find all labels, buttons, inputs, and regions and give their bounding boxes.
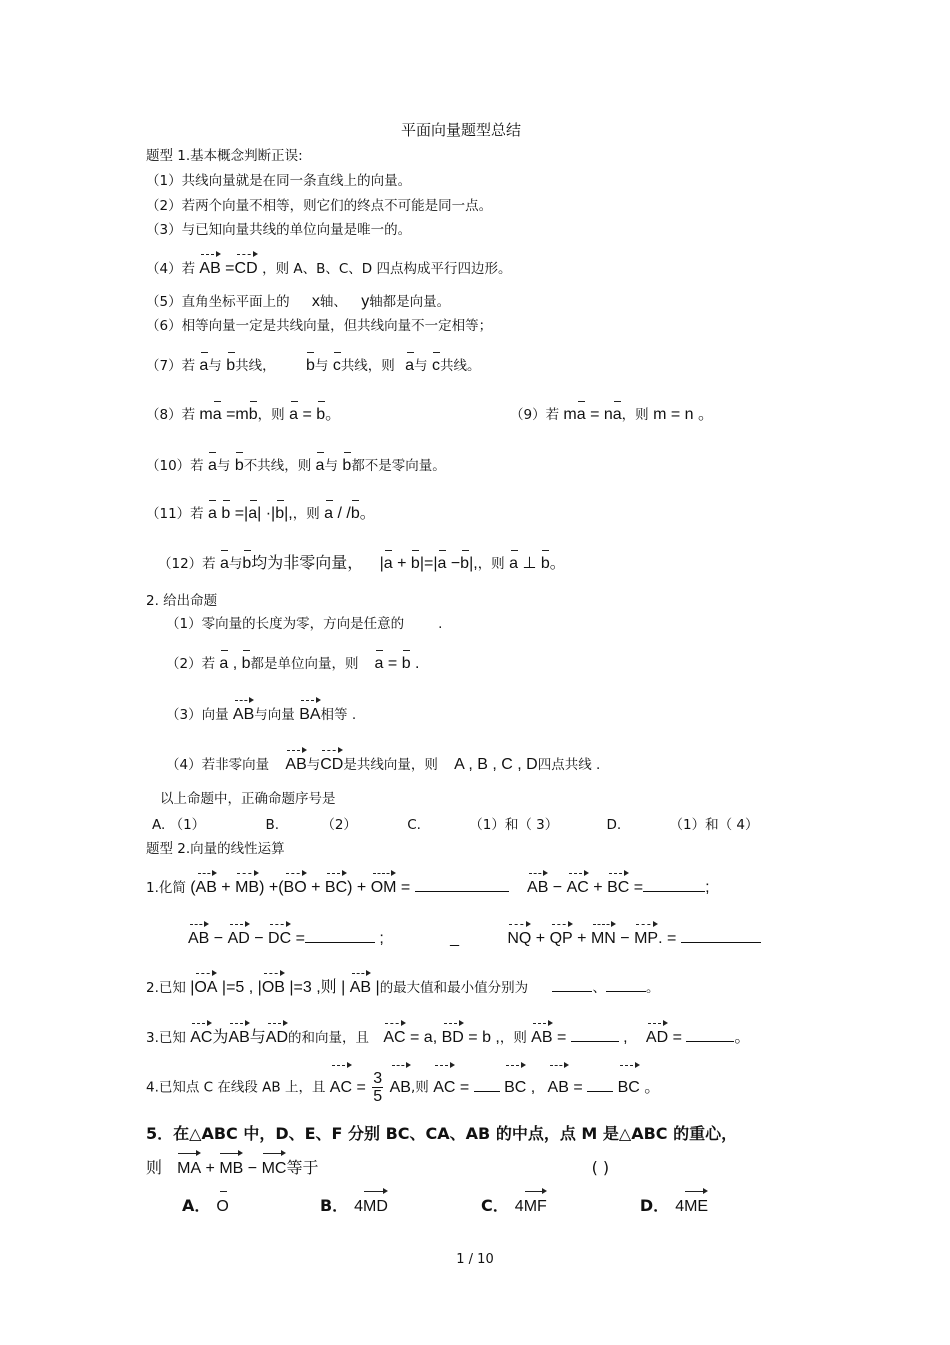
wei-text: 为 [212, 1029, 229, 1046]
yu-text: 与 [314, 358, 329, 374]
gx3-text: 共线。 [439, 358, 481, 374]
question-5-options: A． O B． 4MD C． 4MF D． 4ME [182, 1195, 708, 1218]
statement-6: （6）相等向量一定是共线向量，但共线向量不一定相等； [146, 318, 493, 334]
statement-10-mid: 不共线，则 [243, 458, 312, 474]
page-number: 1 / 10 [456, 1252, 494, 1267]
proposition-3-mid: 与向量 [254, 707, 295, 723]
statement-9: （9）若 ma = na，则 m = n 。 [510, 406, 715, 423]
question-5-line-1: 5．在△ABC 中，D、E、F 分别 BC、CA、AB 的中点，点 M 是△ABC 的重心， [146, 1124, 738, 1143]
proposition-3-pre: （3）向量 [166, 707, 229, 723]
question-prompt: 以上命题中，正确命题序号是 [160, 791, 336, 807]
statement-8-then: ，则 [257, 407, 285, 423]
x-symbol: x [311, 293, 320, 310]
section-heading-3: 题型 2.向量的线性运算 [146, 841, 285, 857]
question-3-he: 的和向量，且 [288, 1030, 370, 1046]
choice-b-text: （2） [321, 817, 357, 833]
choice-a: A. （1） [152, 817, 206, 833]
option-b-label: B． [319, 1196, 349, 1215]
statement-8-pre: （8）若 [146, 407, 196, 423]
statement-5-pre: （5）直角坐标平面上的 [146, 294, 290, 310]
statement-5 [146, 293, 450, 311]
answer-paren: ( ) [591, 1158, 610, 1177]
proposition-1: （1）零向量的长度为零，方向是任意的 . [166, 616, 443, 632]
question-4: 4.已知点 C 在线段 AB 上，且 AC = $\frac{3}{5}$ AB,则 AC = BC , AB = BC 。 [146, 1070, 661, 1105]
formula: AB =CD [199, 260, 258, 277]
yu-text: 与 [216, 458, 231, 474]
proposition-4-post: 四点共线 . [537, 757, 601, 773]
statement-1: （1）共线向量就是在同一条直线上的向量。 [146, 173, 412, 189]
y-symbol: y [361, 293, 370, 310]
choice-b: B. [265, 817, 280, 833]
question-2-post: 的最大值和最小值分别为 [379, 980, 529, 996]
statement-10: （10）若 a与 b不共线，则 a与 b都不是零向量。 [146, 457, 446, 474]
statement-10-post: 都不是零向量。 [351, 458, 446, 474]
statement-11-then: ，则 [292, 506, 320, 522]
statement-8: （8）若 ma =mb，则 a = b。 [146, 406, 342, 423]
yu-text: 与 [208, 358, 222, 374]
question-4-ze: ,则 [410, 1079, 429, 1096]
statement-12: （12）若 a与b均为非零向量， |a + b|=|a −b|,，则 a ⊥ b。 [158, 555, 566, 572]
statement-4 [146, 260, 512, 278]
proposition-3-post: 相等 . [320, 707, 357, 723]
option-a-value: O [216, 1196, 228, 1218]
section-heading-2: 2. 给出命题 [146, 593, 218, 609]
proposition-4: （4）若非零向量 AB与CD是共线向量，则 A , B , C , D四点共线 . [166, 756, 601, 773]
statement-12-pre: （12）若 [158, 556, 216, 572]
statement-5-post: 轴都是向量。 [369, 294, 451, 310]
yu-text: 与 [249, 1029, 266, 1046]
statement-7: （7）若 a与 b共线， b与 c共线，则 a与 c共线。 [146, 357, 481, 374]
question-3-pre: 3.已知 [146, 1030, 186, 1046]
choice-d: D. [606, 817, 622, 833]
gx2-text: 共线，则 [340, 358, 395, 374]
yu-text: 与 [414, 358, 428, 374]
statement-2: （2）若两个向量不相等，则它们的终点不可能是同一点。 [146, 198, 493, 214]
proposition-3: （3）向量 AB与向量 BA相等 . [166, 706, 357, 723]
question-1-line-1: 1.化简 (AB + MB) +(BO + BC) + OM = AB − AC + BC = ; [146, 879, 710, 896]
statement-4-post: ，则 A、B、C、D 四点构成平行四边形。 [262, 261, 512, 277]
proposition-2-pre: （2）若 [166, 656, 216, 672]
choice-d-text: （1）和（ 4） [669, 817, 759, 833]
statement-4-pre: （4）若 [146, 261, 196, 277]
question-1-pre: 1.化简 [146, 880, 186, 896]
statement-11-pre: （11）若 [146, 506, 204, 522]
statement-12-then: ，则 [477, 556, 505, 572]
statement-5-mid: 轴、 [319, 294, 347, 310]
proposition-2: （2）若 a , b都是单位向量，则 a = b . [166, 655, 420, 672]
statement-12-mid: 均为非零向量， [251, 555, 364, 572]
option-d-label: D． [639, 1196, 670, 1215]
page-title: 平面向量题型总结 [401, 121, 522, 139]
proposition-4-mid: 是共线向量，则 [343, 757, 438, 773]
option-c-label: C． [481, 1196, 509, 1215]
choice-c-text: （1）和（ 3） [469, 817, 559, 833]
statement-7-pre: （7）若 [146, 358, 196, 374]
statement-3: （3）与已知向量共线的单位向量是唯一的。 [146, 222, 412, 238]
question-4-pre: 4.已知点 C 在线段 AB 上，且 [146, 1079, 326, 1096]
yu-text: 与 [228, 556, 243, 572]
question-1-line-2: AB − AD − DC = ; _ NQ + QP + MN − MP. = [188, 930, 761, 948]
proposition-4-pre: （4）若非零向量 [166, 757, 270, 773]
question-2-pre: 2.已知 [146, 980, 186, 996]
question-2-end: 。 [645, 980, 660, 996]
proposition-2-mid: 都是单位向量，则 [250, 656, 359, 672]
statement-11: （11）若 a b =|a| ·|b|,，则 a / /b。 [146, 505, 376, 522]
question-5-ze: 则 [146, 1158, 163, 1177]
gx1-text: 共线， [235, 358, 276, 374]
question-3: 3.已知 AC为AB与AD的和向量，且 AC = a, BD = b ,，则 AB = , AD = 。 [146, 1029, 751, 1046]
statement-10-pre: （10）若 [146, 458, 204, 474]
question-5-line-2: 则 MA + MB − MC等于 ( ) [146, 1157, 609, 1180]
question-5-dengyu: 等于 [286, 1158, 319, 1177]
choices-row [152, 816, 758, 834]
yu-text: 与 [306, 757, 321, 773]
yu-text: 与 [324, 458, 338, 474]
option-a-label: A． [182, 1196, 211, 1215]
choice-c: C. [407, 817, 421, 833]
statement-9-pre: （9）若 [510, 407, 560, 423]
statement-9-then: ，则 [621, 407, 649, 423]
question-3-ze: ，则 [499, 1030, 527, 1046]
question-2: 2.已知 |OA |=5 , |OB |=3 ,则 | AB |的最大值和最小值分别为 、 。 [146, 979, 660, 996]
proposition-1-text: （1）零向量的长度为零，方向是任意的 [166, 616, 405, 632]
section-heading: 题型 1.基本概念判断正误: [146, 148, 303, 164]
